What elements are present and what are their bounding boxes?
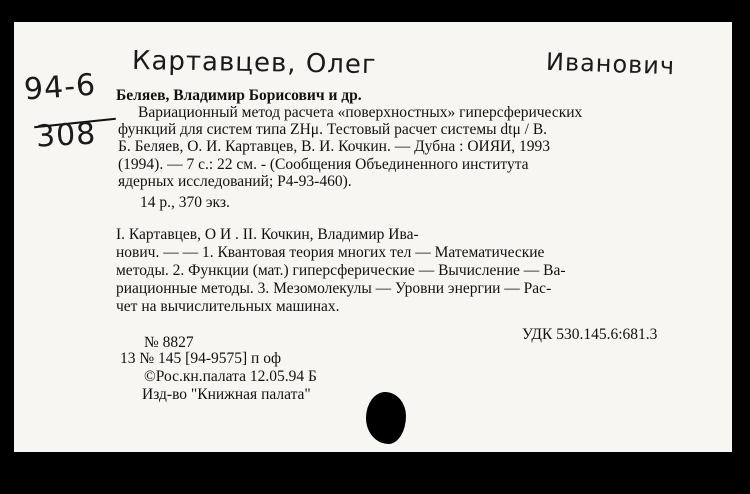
handwritten-author-name: Картавцев, Олег bbox=[131, 45, 377, 81]
entry-body-line: функций для систем типа ZНμ. Тестовый расчет системы dtμ / В. bbox=[118, 121, 548, 138]
udk-code: УДК 530.145.6:681.3 bbox=[522, 326, 658, 343]
tracing-line: риационные методы. 3. Мезомолекулы — Уровни энергии — Рас- bbox=[116, 280, 552, 297]
tracing-line: I. Картавцев, О И . II. Кочкин, Владимир Ива- bbox=[116, 226, 419, 243]
tracing-line: нович. — — 1. Квантовая теория многих тел — Математические bbox=[116, 244, 545, 261]
copyright-line: ©Рос.кн.палата 12.05.94 Б bbox=[144, 368, 317, 385]
entry-body-line: ядерных исследований; Р4-93-460). bbox=[118, 173, 352, 190]
record-number: № 8827 bbox=[144, 334, 194, 351]
catalog-card bbox=[14, 22, 732, 452]
price-and-print-run: 14 р., 370 экз. bbox=[140, 194, 230, 211]
catalog-line: 13 № 145 [94-9575] п оф bbox=[120, 350, 281, 367]
handwritten-number-bottom: 308 bbox=[35, 116, 98, 155]
tracing-line: чет на вычислительных машинах. bbox=[116, 298, 340, 315]
ink-blot bbox=[366, 392, 406, 444]
entry-body-line: Вариационный метод расчета «поверхностных» гиперсферических bbox=[138, 104, 583, 121]
publisher-line: Изд-во "Книжная палата" bbox=[142, 386, 311, 403]
entry-heading: Беляев, Владимир Борисович и др. bbox=[116, 87, 362, 104]
handwritten-patronymic: Иванович bbox=[545, 47, 676, 81]
handwritten-number-top: 94-6 bbox=[22, 67, 98, 108]
entry-body-line: Б. Беляев, О. И. Картавцев, В. И. Кочкин. — Дубна : ОИЯИ, 1993 bbox=[118, 138, 550, 155]
entry-body-line: (1994). — 7 с.: 22 см. - (Сообщения Объединенного института bbox=[118, 156, 529, 173]
tracing-line: методы. 2. Функции (мат.) гиперсферические — Вычисление — Ва- bbox=[116, 262, 566, 279]
